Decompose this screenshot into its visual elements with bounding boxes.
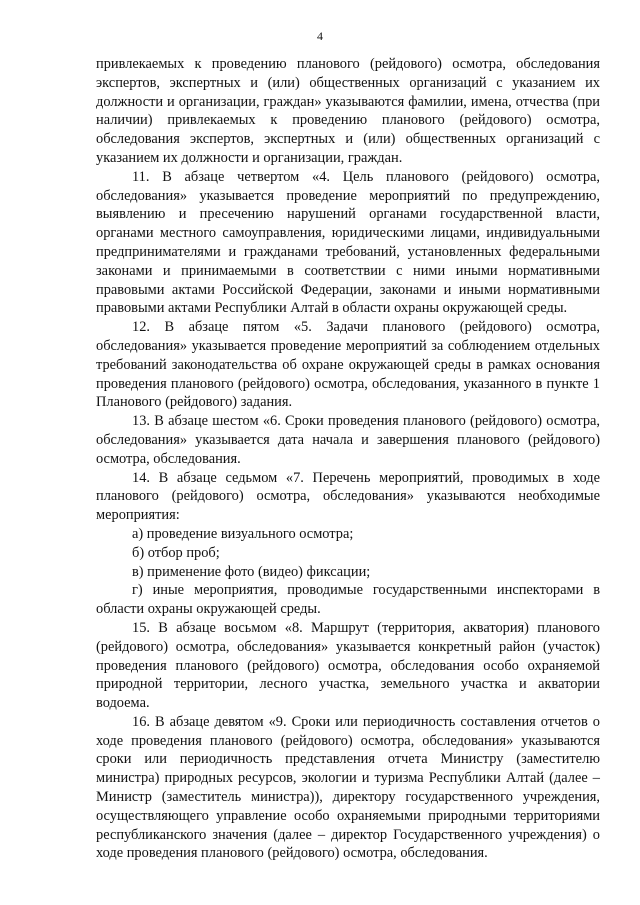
paragraph-item-16: 16. В абзаце девятом «9. Сроки или периодичность составления отчетов о ходе проведения планового (рейдового) осмотра, обследования» указываются сроки или периодичность представления отчета Министру (заместителю министра) природных ресурсов, экологии и туризма Республики Алтай (далее – Министр (заместитель министра)), директору государственного учреждения, осуществляющего управление особо охраняемыми природными территориями республиканского значения (далее – директор Государственного учреждения) о ходе проведения планового (рейдового) осмотра, обследования. [96,713,600,862]
paragraph-item-13: 13. В абзаце шестом «6. Сроки проведения планового (рейдового) осмотра, обследования» указывается дата начала и завершения планового (рейдового) осмотра, обследования. [96,413,600,467]
document-body [96,55,600,863]
paragraph-item-11: 11. В абзаце четвертом «4. Цель планового (рейдового) осмотра, обследования» указывается проведение мероприятий по предупреждению, выявлению и пресечению нарушений органами государственной власти, органами местного самоуправления, юридическими лицами, индивидуальными предпринимателями и гражданами требований, установленных федеральными законами и принимаемыми в соответствии с ними иными нормативными правовыми актами Российской Федерации, законами и иными нормативными правовыми актами Республики Алтай в области охраны окружающей среды. [96,168,600,317]
list-item-v: в) применение фото (видео) фиксации; [132,563,371,580]
list-item-a: а) проведение визуального осмотра; [132,525,354,542]
list-item-g: г) иные мероприятия, проводимые государственными инспекторами в области охраны окружающей среды. [96,582,600,618]
paragraph-continuation: привлекаемых к проведению планового (рейдового) осмотра, обследования экспертов, экспертных и (или) общественных организаций с указанием их должности и организации, граждан» указываются фамилии, имена, отчества (при наличии) привлекаемых к проведению планового (рейдового) осмотра, обследования экспертов, экспертных и (или) общественных организаций с указанием их должности и организации, граждан. [96,56,600,166]
paragraph-item-15: 15. В абзаце восьмом «8. Маршрут (территория, акватория) планового (рейдового) осмотра, обследования» указывается конкретный район (участок) проведения планового (рейдового) осмотра, обследования особо охраняемой природной территории, лесного участка, земельного участка и акватории водоема. [96,619,600,712]
paragraph-item-12: 12. В абзаце пятом «5. Задачи планового (рейдового) осмотра, обследования» указывается проведение мероприятий за соблюдением отдельных требований законодательства об охране окружающей среды в рамках основания проведения планового (рейдового) осмотра, обследования, указанного в пункте 1 Планового (рейдового) задания. [96,319,600,411]
list-item-b: б) отбор проб; [132,544,220,561]
page-number: 4 [317,29,323,43]
paragraph-item-14: 14. В абзаце седьмом «7. Перечень мероприятий, проводимых в ходе планового (рейдового) осмотра, обследования» указываются необходимые мероприятия: [96,469,600,524]
